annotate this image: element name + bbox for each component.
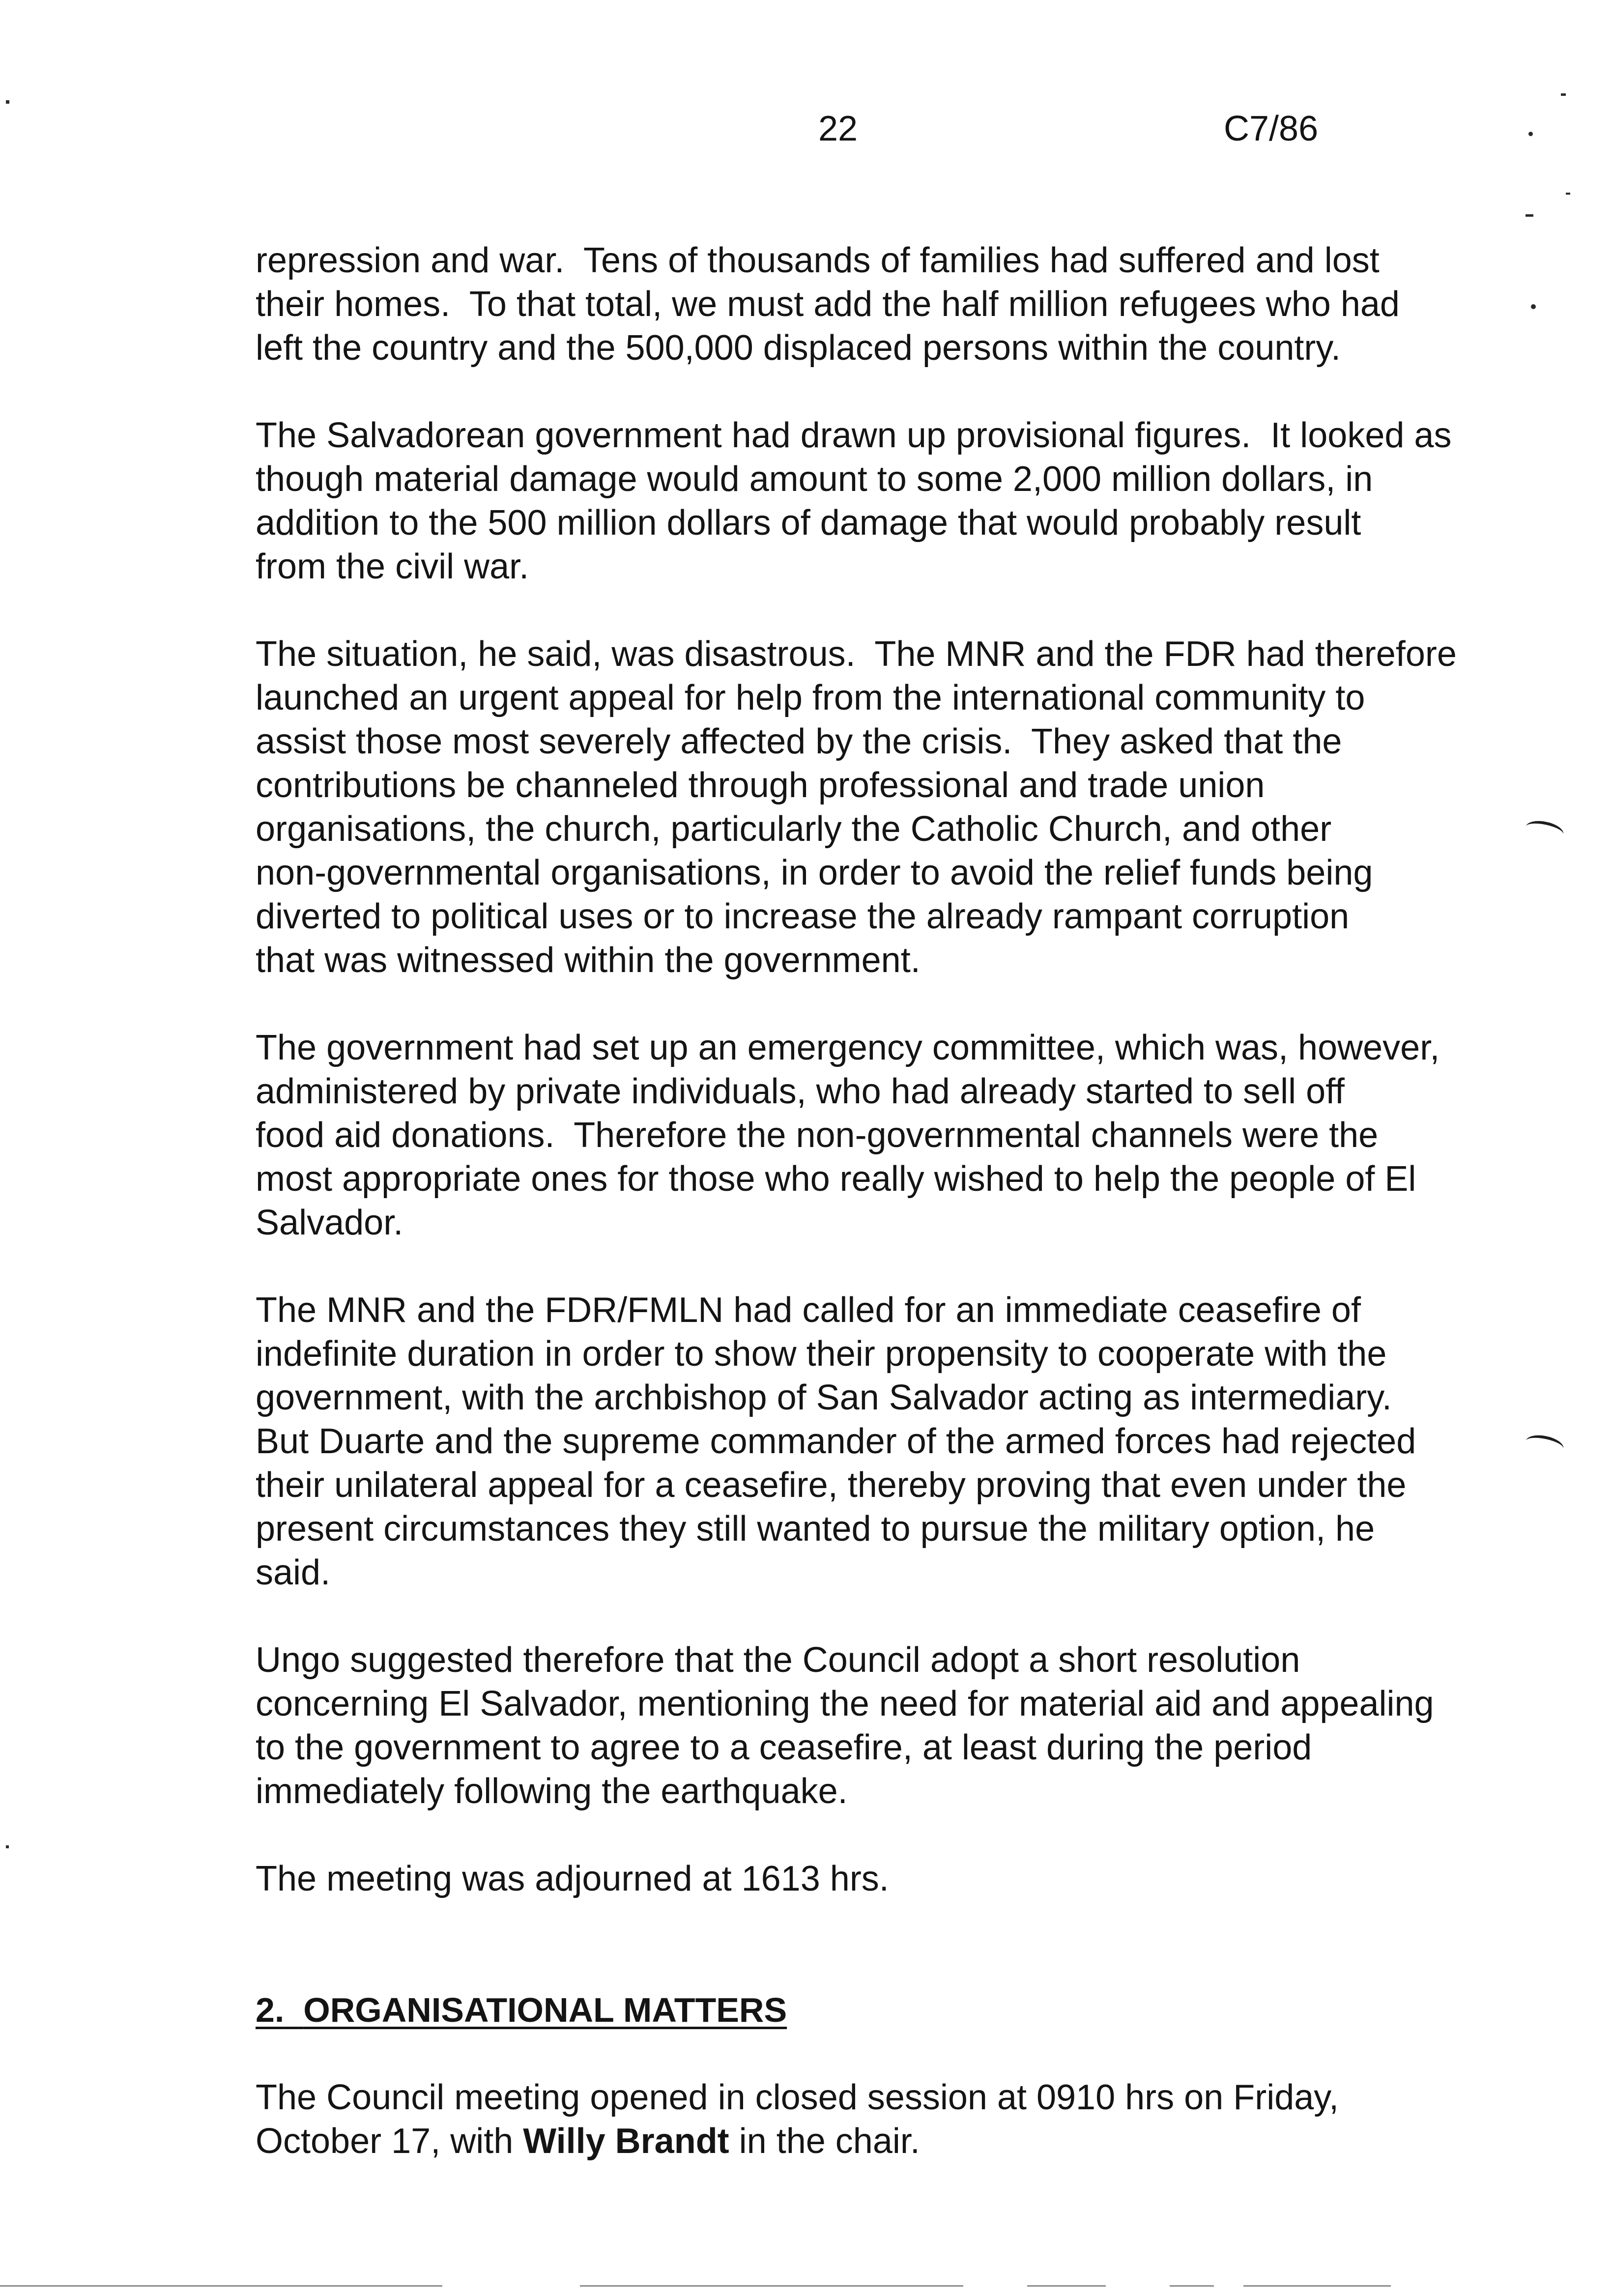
text-line: though material damage would amount to some 2,000 million dollars, in [256, 459, 1373, 499]
text-line: The government had set up an emergency committee, which was, however, [256, 1028, 1440, 1067]
text-line: from the civil war. [256, 547, 529, 586]
scan-edge-line [580, 2285, 963, 2287]
text-line: repression and war. Tens of thousands of families had suffered and lost [256, 241, 1380, 280]
section-heading-underlined [256, 1991, 787, 2029]
text-line: The Council meeting opened in closed session at 0910 hrs on Friday, [256, 2078, 1339, 2117]
text-line: Salvador. [256, 1203, 403, 1242]
text-line: to the government to agree to a ceasefire, at least during the period [256, 1728, 1312, 1767]
text-line: concerning El Salvador, mentioning the need for material aid and appealing [256, 1684, 1434, 1723]
text-line: Ungo suggested therefore that the Council adopt a short resolution [256, 1640, 1300, 1680]
text-line: The situation, he said, was disastrous. The MNR and the FDR had therefore [256, 634, 1457, 674]
chair-name: Willy Brandt [523, 2122, 729, 2161]
text-line: launched an urgent appeal for help from the international community to [256, 678, 1365, 718]
text-line: The meeting was adjourned at 1613 hrs. [256, 1859, 889, 1898]
paragraph-ceasefire [256, 1289, 1484, 1595]
scan-speck [1531, 304, 1536, 309]
text-line: The Salvadorean government had drawn up provisional figures. It looked as [256, 416, 1452, 455]
text-line-chair [256, 2120, 1484, 2163]
chair-outro: in the chair. [729, 2122, 920, 2161]
scan-speck [6, 1845, 9, 1848]
text-line: that was witnessed within the government. [256, 941, 921, 980]
body-text [256, 239, 1484, 2163]
text-line: The MNR and the FDR/FMLN had called for an immediate ceasefire of [256, 1291, 1361, 1330]
text-line: left the country and the 500,000 displaced persons within the country. [256, 328, 1341, 368]
text-line: said. [256, 1553, 331, 1592]
margin-arc-mark [1524, 1432, 1565, 1457]
margin-arc-mark [1524, 818, 1565, 843]
text-line: immediately following the earthquake. [256, 1772, 848, 1811]
text-line: their homes. To that total, we must add the half million refugees who had [256, 285, 1400, 324]
scan-speck [6, 100, 9, 104]
scan-speck [1528, 132, 1533, 136]
text-line: most appropriate ones for those who really wished to help the people of El [256, 1159, 1416, 1199]
scan-speck [1526, 214, 1533, 217]
section-title: ORGANISATIONAL MATTERS [303, 1991, 787, 2029]
paragraph-refugees [256, 239, 1484, 370]
text-line: addition to the 500 million dollars of damage that would probably result [256, 503, 1361, 543]
document-reference: C7/86 [1224, 109, 1319, 148]
text-line: present circumstances they still wanted to pursue the military option, he [256, 1509, 1375, 1549]
text-line: indefinite duration in order to show their propensity to cooperate with the [256, 1334, 1387, 1374]
text-line: government, with the archbishop of San Salvador acting as intermediary. [256, 1378, 1392, 1417]
scan-edge-line [1027, 2285, 1106, 2287]
text-line: organisations, the church, particularly the Catholic Church, and other [256, 809, 1332, 849]
scan-speck [1561, 93, 1566, 96]
paragraph-appeal [256, 632, 1484, 982]
scan-edge-line [0, 2285, 442, 2287]
text-line: contributions be channeled through professional and trade union [256, 766, 1265, 805]
text-line: food aid donations. Therefore the non-governmental channels were the [256, 1116, 1379, 1155]
section-number: 2. [256, 1991, 285, 2029]
paragraph-emergency-committee [256, 1026, 1484, 1245]
text-line: their unilateral appeal for a ceasefire, thereby proving that even under the [256, 1465, 1407, 1505]
scan-edge-line [1243, 2285, 1391, 2287]
chair-intro: October 17, with [256, 2122, 523, 2161]
text-line: administered by private individuals, who had already started to sell off [256, 1072, 1345, 1111]
text-line: But Duarte and the supreme commander of the armed forces had rejected [256, 1422, 1416, 1461]
paragraph-adjourned [256, 1857, 1484, 1901]
section-gap [284, 1991, 303, 2029]
paragraph-damage-figures [256, 414, 1484, 589]
text-line: assist those most severely affected by the crisis. They asked that the [256, 722, 1342, 761]
paragraph-resolution [256, 1638, 1484, 1813]
scan-edge-line [1170, 2285, 1214, 2287]
scan-speck [1566, 193, 1570, 195]
page-number: 22 [818, 109, 858, 148]
section-heading [256, 1988, 1484, 2032]
text-line: non-governmental organisations, in order to avoid the relief funds being [256, 853, 1373, 892]
paragraph-council-opened [256, 2076, 1484, 2163]
text-line: diverted to political uses or to increase the already rampant corruption [256, 897, 1350, 936]
